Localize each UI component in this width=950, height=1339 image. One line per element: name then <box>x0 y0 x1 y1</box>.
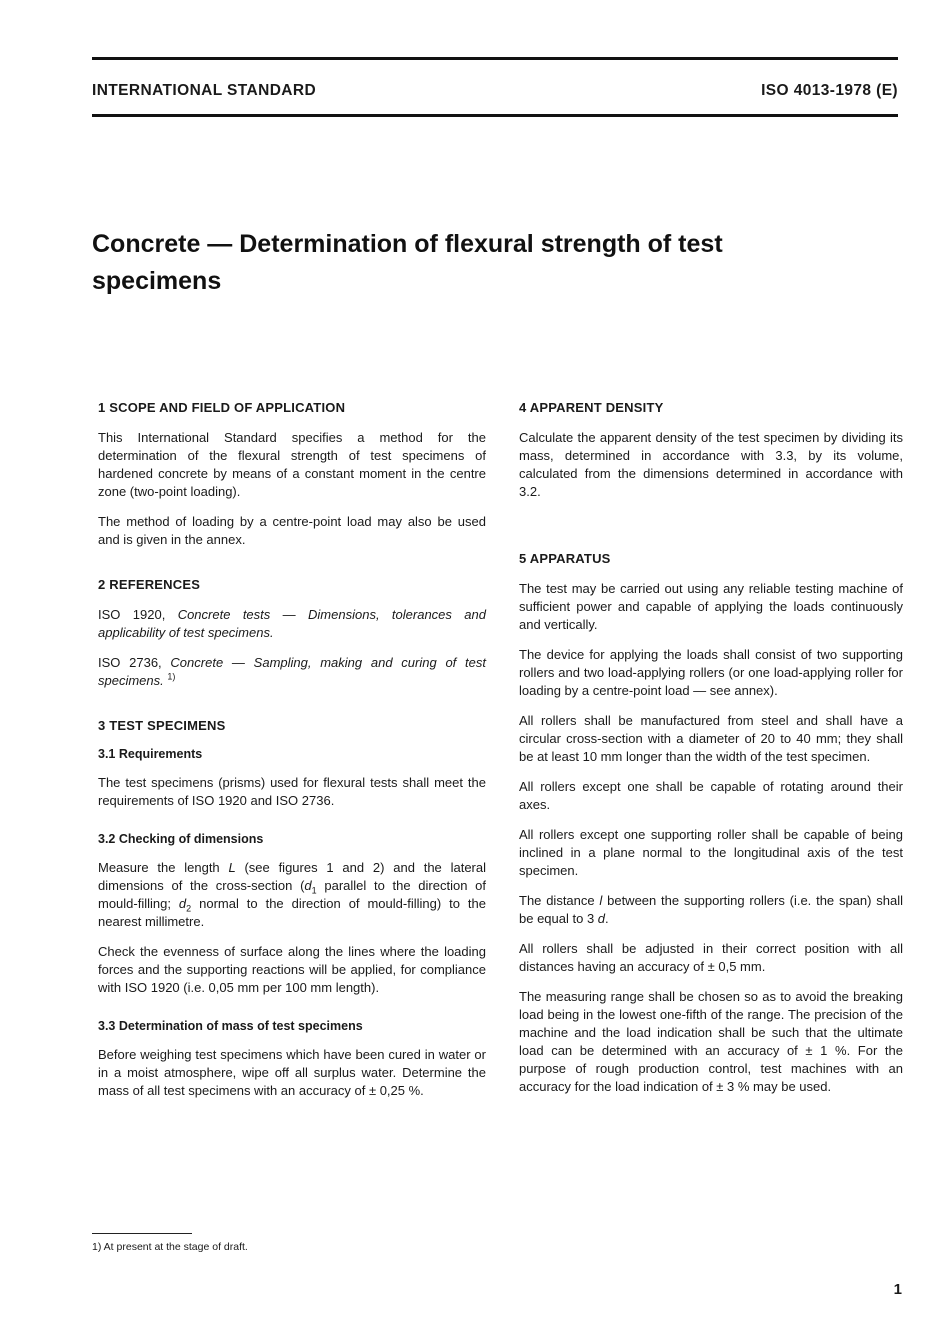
subsection-heading-requirements: 3.1 Requirements <box>98 747 203 761</box>
header-rule-bottom <box>92 114 898 117</box>
apparatus-paragraph-4: All rollers except one shall be capable of rotating around their axes. <box>519 779 903 812</box>
apparatus-paragraph-2: The device for applying the loads shall consist of two supporting rollers and two load-applying rollers (or one load-applying roller for loading by a centre-point load — see annex). <box>519 647 903 698</box>
standard-type-label: INTERNATIONAL STANDARD <box>92 82 317 99</box>
dimensions-paragraph-2: Check the evenness of surface along the lines where the loading forces and the supporting reactions will be applied, for compliance with ISO 1920 (i.e. 0,05 mm per 100 mm length). <box>98 944 486 995</box>
page-number: 1 <box>893 1281 902 1298</box>
subsection-heading-mass: 3.3 Determination of mass of test specimens <box>98 1019 363 1033</box>
footnote: 1) At present at the stage of draft. <box>92 1241 248 1253</box>
right-column <box>519 400 903 1108</box>
section-heading-apparent-density: 4 APPARENT DENSITY <box>519 400 664 415</box>
apparatus-paragraph-3: All rollers shall be manufactured from steel and shall have a circular cross-section with a diameter of 20 to 40 mm; they shall be at least 10 mm longer than the width of the test specimen. <box>519 713 903 764</box>
left-column <box>98 400 486 1112</box>
apparatus-paragraph-5: All rollers except one supporting roller shall be capable of being inclined in a plane normal to the longitudinal axis of the test specimen. <box>519 827 903 878</box>
apparatus-paragraph-7: All rollers shall be adjusted in their correct position with all distances having an accuracy of ± 0,5 mm. <box>519 941 903 974</box>
reference-iso-1920: ISO 1920, Concrete tests — Dimensions, tolerances and applicability of test specimens. <box>98 607 486 640</box>
density-paragraph: Calculate the apparent density of the test specimen by dividing its mass, determined in accordance with 3.3, by its volume, calculated from the dimensions determined in accordance with 3.2. <box>519 430 903 499</box>
reference-iso-2736: ISO 2736, Concrete — Sampling, making and curing of test specimens. $^{1)}$ <box>98 655 486 688</box>
section-heading-apparatus: 5 APPARATUS <box>519 551 611 566</box>
section-heading-references: 2 REFERENCES <box>98 577 201 592</box>
apparatus-paragraph-8: The measuring range shall be chosen so as to avoid the breaking load being in the lowest one-fifth of the range. The precision of the machine and the load indication shall be such that the ultimate load can be determined with an accuracy of ± 1 %. For the purpose of rough production control, test machines with an accuracy for the load indication of ± 3 % may be used. <box>519 989 903 1094</box>
section-heading-scope: 1 SCOPE AND FIELD OF APPLICATION <box>98 400 346 415</box>
standard-number: ISO 4013-1978 (E) <box>761 82 898 99</box>
requirements-paragraph: The test specimens (prisms) used for flexural tests shall meet the requirements of ISO 1920 and ISO 2736. <box>98 775 486 808</box>
footnote-rule <box>92 1233 192 1234</box>
mass-paragraph: Before weighing test specimens which have been cured in water or in a moist atmosphere, wipe off all surplus water. Determine the mass of all test specimens with an accuracy of ± 0,25 %. <box>98 1047 486 1098</box>
header-rule-top <box>92 57 898 60</box>
document-title: Concrete — Determination of flexural strength of test specimens <box>92 230 723 295</box>
apparatus-paragraph-6: The distance l between the supporting rollers (i.e. the span) shall be equal to 3 d. <box>519 893 904 926</box>
subsection-heading-checking-dimensions: 3.2 Checking of dimensions <box>98 832 264 846</box>
dimensions-paragraph-1: Measure the length L (see figures 1 and 2) and the lateral dimensions of the cross-section ($d_1$ parallel to the direction of mould-filling; $d_2$ normal to the direction of mould-filling) to the nearest millimetre. <box>98 860 486 929</box>
scope-paragraph-2: The method of loading by a centre-point load may also be used and is given in the annex. <box>98 514 486 547</box>
apparatus-paragraph-1: The test may be carried out using any reliable testing machine of sufficient power and capable of applying the loads continuously and vertically. <box>519 581 903 632</box>
scope-paragraph-1: This International Standard specifies a method for the determination of the flexural strength of test specimens of hardened concrete by means of a constant moment in the centre zone (two-point loading). <box>98 430 486 499</box>
footnote-marker: 1) <box>167 671 176 682</box>
section-heading-test-specimens: 3 TEST SPECIMENS <box>98 718 226 733</box>
